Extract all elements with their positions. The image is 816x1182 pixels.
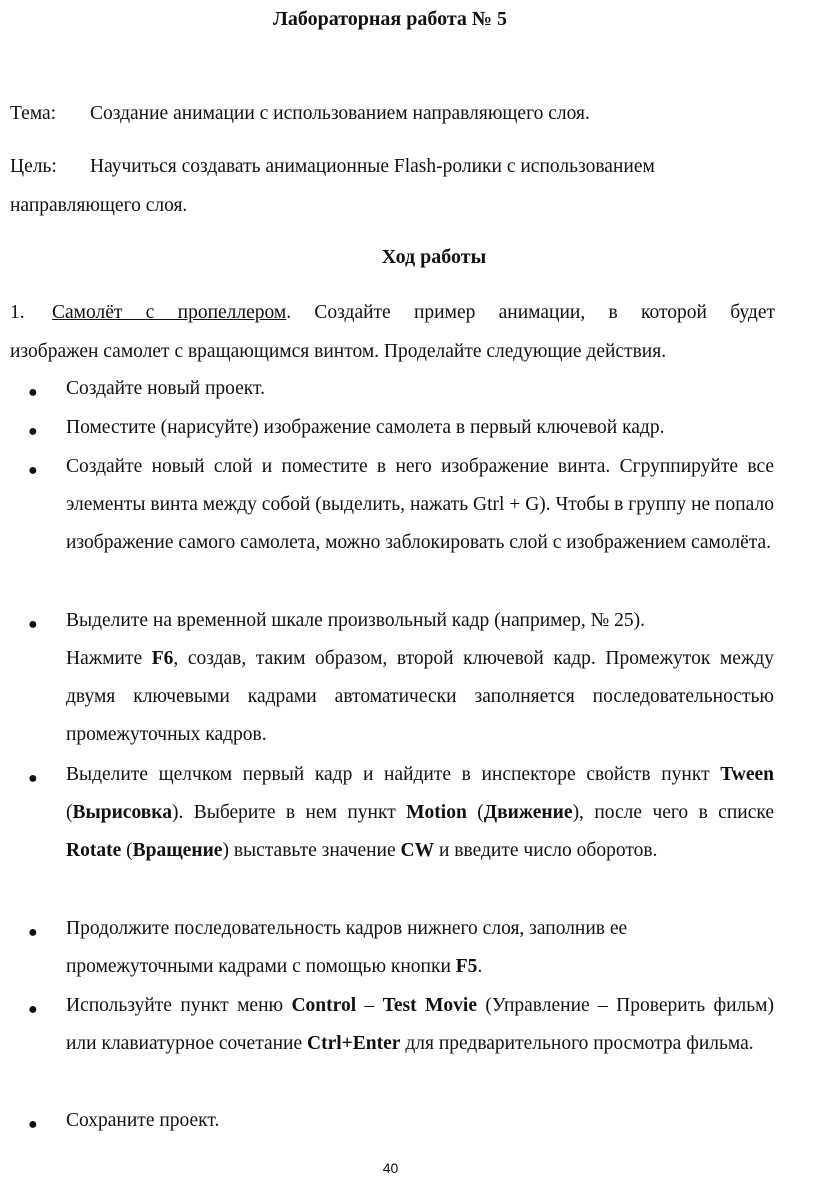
text-run: Нажмите <box>66 648 152 669</box>
page-number: 40 <box>382 1160 399 1176</box>
menu-control: Control <box>291 995 357 1016</box>
text-run: ), после чего в списке <box>572 802 775 823</box>
text-run: Продолжите последовательность кадров нижнего слоя, заполнив ее промежуточными кадрами с помощью кнопки <box>66 918 628 977</box>
text-run: Выделите щелчком первый кадр и найдите в инспекторе свойств пункт <box>66 764 721 785</box>
goal-row <box>10 156 775 178</box>
bullet-dot: ● <box>28 616 38 633</box>
text-run: , создав, таким образом, второй ключевой кадр. Промежуток между двумя ключевыми кадрами автоматически заполняется последовательностью промежуточных кадров. <box>66 648 774 745</box>
text-run: для предварительного просмотра фильма. <box>400 1033 754 1054</box>
bullet-dot: ● <box>28 462 38 479</box>
bullet-item-1: Создайте новый проект. <box>66 378 265 399</box>
term-motion: Motion <box>406 802 467 823</box>
task-name: Самолёт с пропеллером <box>52 302 287 323</box>
text-run: ( <box>66 802 73 823</box>
term-dvizhenie: Движение <box>483 802 573 823</box>
text-run: и введите число оборотов. <box>434 840 658 861</box>
topic-row <box>10 103 775 125</box>
bullet-item-2: Поместите (нарисуйте) изображение самолета в первый ключевой кадр. <box>66 417 665 438</box>
bullet-item-8: Сохраните проект. <box>66 1110 220 1131</box>
bullet-item-7 <box>66 987 774 1063</box>
bullet-dot: ● <box>28 770 38 787</box>
topic-label: Тема: <box>10 103 57 124</box>
task-intro-text: . Создайте пример анимации, в которой будет <box>286 302 775 323</box>
term-vyrisovka: Вырисовка <box>72 802 172 823</box>
text-run: ( <box>121 840 133 861</box>
bullet-item-4-rest <box>66 640 774 754</box>
goal-text-line1: Научиться создавать анимационные Flash-ролики с использованием <box>90 156 655 177</box>
bullet-dot: ● <box>28 423 38 440</box>
page-title: Лабораторная работа № 5 <box>272 8 508 30</box>
topic-text: Создание анимации с использованием направляющего слоя. <box>90 103 590 124</box>
menu-test-movie: Test Movie <box>382 995 477 1016</box>
term-cw: CW <box>400 840 435 861</box>
text-run: ) выставьте значение <box>222 840 401 861</box>
text-run: (Управление – Проверить фильм) или клавиатурное сочетание <box>66 995 775 1054</box>
key-f6: F6 <box>151 648 174 669</box>
text-run: . <box>477 956 483 977</box>
bullet-item-5 <box>66 756 774 870</box>
bullet-item-4-line1: Выделите на временной шкале произвольный кадр (например, № 25). <box>66 610 645 631</box>
bullet-dot: ● <box>28 1001 38 1018</box>
bullet-dot: ● <box>28 924 38 941</box>
bullet-item-6 <box>66 910 774 986</box>
section-heading: Ход работы <box>381 246 487 268</box>
key-ctrl-enter: Ctrl+Enter <box>307 1033 401 1054</box>
text-run: Используйте пункт меню <box>66 995 292 1016</box>
goal-label: Цель: <box>10 156 57 177</box>
text-run: – <box>356 995 383 1016</box>
bullet-item-3: Создайте новый слой и поместите в него изображение винта. Сгруппируйте все элементы винта между собой (выделить, нажать Gtrl + G). Чтобы в группу не попало изображение самого самолета, можно заблокировать слой с изображением самолёта. <box>66 456 774 553</box>
term-tween: Tween <box>720 764 774 785</box>
key-f5: F5 <box>455 956 478 977</box>
text-run: ). Выберите в нем пункт <box>171 802 407 823</box>
task-number: 1. <box>10 302 25 323</box>
task-intro-line1 <box>10 302 775 324</box>
goal-text-line2: направляющего слоя. <box>10 195 188 216</box>
term-rotate: Rotate <box>66 840 122 861</box>
bullet-item-4 <box>66 602 774 754</box>
term-vrashchenie: Вращение <box>132 840 223 861</box>
text-run: ( <box>466 802 484 823</box>
bullet-dot: ● <box>28 384 38 401</box>
bullet-dot: ● <box>28 1116 38 1133</box>
task-intro-line2: изображен самолет с вращающимся винтом. Проделайте следующие действия. <box>10 341 667 362</box>
